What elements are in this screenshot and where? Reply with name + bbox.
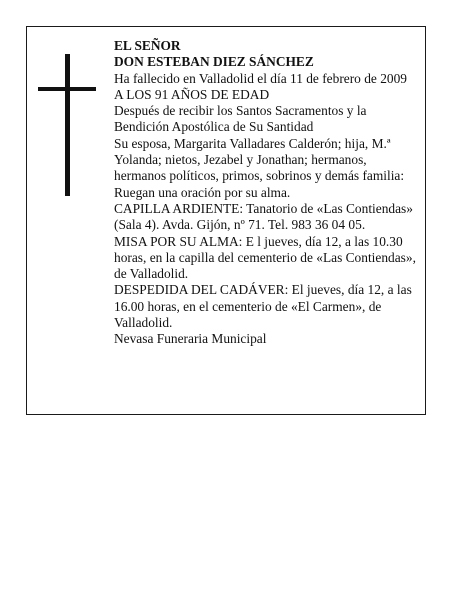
mass-paragraph: MISA POR SU ALMA: E l jueves, día 12, a las 10.30 horas, en la capilla del cementerio de «Las Contiendas», de Valladolid. — [114, 233, 416, 282]
cross-horizontal-bar — [38, 87, 96, 91]
notice-title-line-1: EL SEÑOR — [114, 38, 181, 53]
family-paragraph: Su esposa, Margarita Valladares Calderón; hija, M.ª Yolanda; nietos, Jezabel y Jonathan; hermanos, hermanos políticos, primos, sobrinos y demás familia: — [114, 135, 405, 184]
age-paragraph: A LOS 91 AÑOS DE EDAD — [114, 86, 270, 102]
death-date-paragraph: Ha fallecido en Valladolid el día 11 de febrero de 2009 — [114, 70, 407, 86]
sacraments-paragraph: Después de recibir los Santos Sacramentos y la Bendición Apostólica de Su Santidad — [114, 103, 367, 135]
notice-text-block — [114, 38, 422, 348]
farewell-paragraph: DESPEDIDA DEL CADÁVER: El jueves, día 12, a las 16.00 horas, en el cementerio de «El Carmen», de Valladolid. — [114, 282, 412, 331]
prayer-paragraph: Ruegan una oración por su alma. — [114, 184, 291, 200]
notice-title-line-2: DON ESTEBAN DIEZ SÁNCHEZ — [114, 54, 314, 70]
funeral-home-paragraph: Nevasa Funeraria Municipal — [114, 331, 267, 347]
cross-icon — [38, 54, 96, 196]
chapel-paragraph: CAPILLA ARDIENTE: Tanatorio de «Las Contiendas» (Sala 4). Avda. Gijón, nº 71. Tel. 983 36 04 05. — [114, 200, 413, 233]
cross-vertical-bar — [65, 54, 70, 196]
